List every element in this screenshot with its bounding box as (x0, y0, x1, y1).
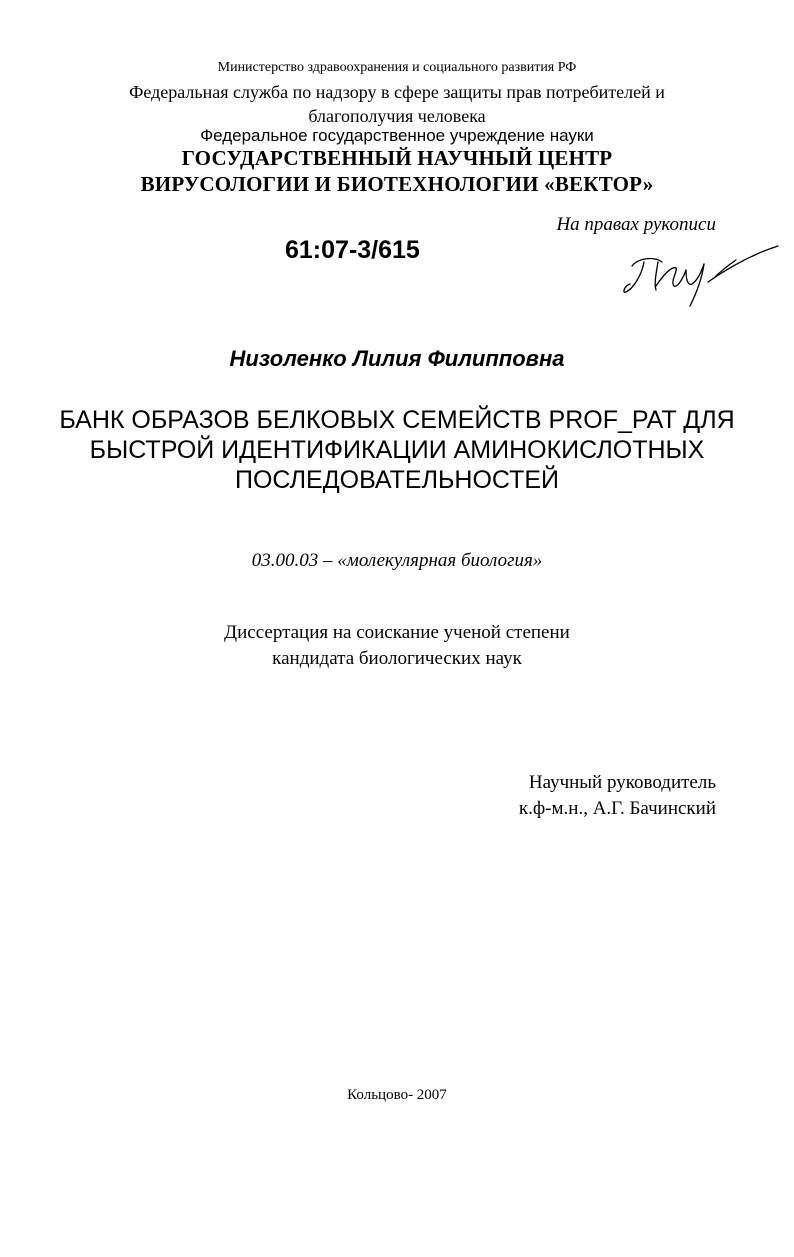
supervisor-role: Научный руководитель (528, 772, 716, 793)
federal-service-line-2: благополучия человека (308, 106, 486, 126)
catalog-code: 61:07-3/615 (285, 236, 420, 264)
dissertation-title-line-3: ПОСЛЕДОВАТЕЛЬНОСТЕЙ (234, 466, 560, 494)
research-center-line-1: ГОСУДАРСТВЕННЫЙ НАУЧНЫЙ ЦЕНТР (181, 146, 613, 170)
dissertation-title-line-1: БАНК ОБРАЗОВ БЕЛКОВЫХ СЕМЕЙСТВ PROF_PAT ДЛЯ (59, 406, 735, 434)
author-name: Низоленко Лилия Филипповна (229, 346, 565, 371)
degree-line-2: кандидата биологических наук (272, 648, 522, 669)
institution-line: Федеральное государственное учреждение науки (200, 126, 594, 145)
dissertation-title-line-2: БЫСТРОЙ ИДЕНТИФИКАЦИИ АМИНОКИСЛОТНЫХ (89, 436, 705, 464)
manuscript-note: На правах рукописи (556, 214, 716, 235)
handwritten-signature (618, 240, 783, 310)
supervisor-name: к.ф-м.н., А.Г. Бачинский (518, 798, 716, 819)
ministry-line: Министерство здравоохранения и социального развития РФ (217, 60, 577, 75)
city-year: Кольцово- 2007 (347, 1087, 447, 1103)
specialty-code: 03.00.03 – «молекулярная биология» (251, 550, 543, 571)
research-center-line-2: ВИРУСОЛОГИИ И БИОТЕХНОЛОГИИ «ВЕКТОР» (140, 172, 654, 196)
degree-line-1: Диссертация на соискание ученой степени (224, 622, 570, 643)
federal-service-line-1: Федеральная служба по надзору в сфере защиты прав потребителей и (129, 82, 665, 102)
